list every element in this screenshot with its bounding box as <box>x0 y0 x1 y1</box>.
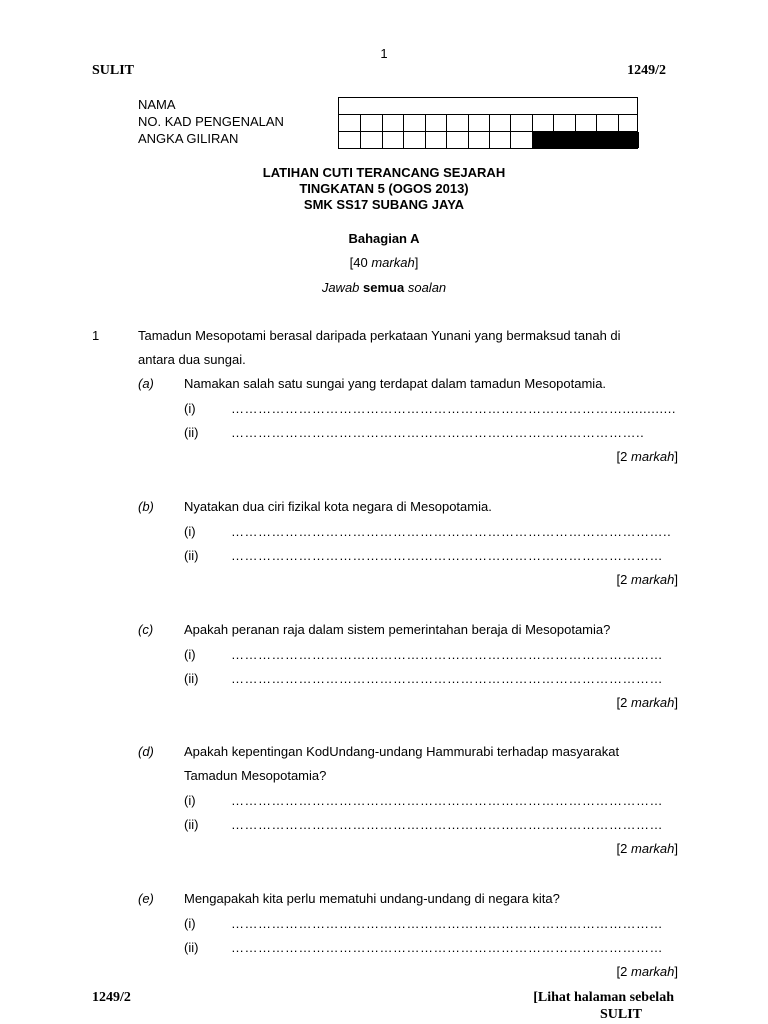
grid-cell[interactable] <box>618 115 639 131</box>
answer-line[interactable]: ……………………………………………………………………………….. <box>231 425 645 440</box>
question-stem-line1: Tamadun Mesopotami berasal daripada perkataan Yunani yang bermaksud tanah di <box>138 328 621 343</box>
part-marks: [2 markah] <box>616 841 678 856</box>
grid-cell[interactable] <box>425 132 446 148</box>
ic-number-grid[interactable] <box>338 114 638 132</box>
header-paper-code: 1249/2 <box>627 63 666 78</box>
page-number: 1 <box>380 46 388 61</box>
name-label: NAMA <box>138 97 176 112</box>
answer-line[interactable]: …………………………………………………………………………………… <box>231 548 663 563</box>
section-title: Bahagian A <box>348 231 420 246</box>
grid-cell[interactable] <box>618 132 639 148</box>
grid-cell[interactable] <box>532 132 553 148</box>
answer-label: (ii) <box>184 425 199 440</box>
answer-line[interactable]: …………………………………………………………………………………… <box>231 671 663 686</box>
index-number-grid[interactable] <box>338 131 638 149</box>
part-question-text: Mengapakah kita perlu mematuhi undang-undang di negara kita? <box>184 891 560 906</box>
grid-cell[interactable] <box>596 132 617 148</box>
doc-title-line1: LATIHAN CUTI TERANCANG SEJARAH <box>262 165 506 180</box>
footer-classification: SULIT <box>599 1007 642 1022</box>
answer-label: (ii) <box>184 940 199 955</box>
grid-cell[interactable] <box>446 132 467 148</box>
name-field[interactable] <box>338 97 638 115</box>
header-classification: SULIT <box>92 63 135 78</box>
answer-label: (i) <box>184 647 196 662</box>
index-label: ANGKA GILIRAN <box>138 131 239 146</box>
part-question-text: Apakah peranan raja dalam sistem pemerintahan beraja di Mesopotamia? <box>184 622 611 637</box>
answer-line[interactable]: ……………………………………………………………………………............. <box>231 401 676 416</box>
footer-paper-code: 1249/2 <box>92 990 131 1005</box>
grid-cell[interactable] <box>468 115 489 131</box>
grid-cell[interactable] <box>382 132 403 148</box>
grid-cell[interactable] <box>360 115 381 131</box>
grid-cell[interactable] <box>575 132 596 148</box>
grid-cell[interactable] <box>339 115 360 131</box>
answer-label: (i) <box>184 524 196 539</box>
grid-cell[interactable] <box>510 115 531 131</box>
grid-cell[interactable] <box>553 132 574 148</box>
grid-cell[interactable] <box>425 115 446 131</box>
answer-label: (ii) <box>184 817 199 832</box>
grid-cell[interactable] <box>489 115 510 131</box>
part-label: (e) <box>138 891 154 906</box>
footer-next-page: [Lihat halaman sebelah <box>533 990 674 1005</box>
section-marks: [40 markah] <box>349 255 419 270</box>
section-instruction: Jawab semua soalan <box>321 280 447 295</box>
grid-cell[interactable] <box>446 115 467 131</box>
answer-label: (i) <box>184 916 196 931</box>
grid-cell[interactable] <box>575 115 596 131</box>
part-label: (c) <box>138 622 154 637</box>
grid-cell[interactable] <box>468 132 489 148</box>
part-label: (b) <box>138 499 154 514</box>
doc-title-line2: TINGKATAN 5 (OGOS 2013) <box>299 181 469 196</box>
part-marks: [2 markah] <box>616 695 678 710</box>
answer-label: (ii) <box>184 671 199 686</box>
answer-line[interactable]: …………………………………………………………………………………… <box>231 940 663 955</box>
grid-cell[interactable] <box>339 132 360 148</box>
answer-line[interactable]: …………………………………………………………………………………….. <box>231 524 672 539</box>
part-marks: [2 markah] <box>616 572 678 587</box>
grid-cell[interactable] <box>553 115 574 131</box>
part-label: (d) <box>138 744 154 759</box>
part-question-text: Apakah kepentingan KodUndang-undang Hammurabi terhadap masyarakat <box>184 744 620 759</box>
grid-cell[interactable] <box>596 115 617 131</box>
part-question-text: Nyatakan dua ciri fizikal kota negara di Mesopotamia. <box>184 499 492 514</box>
grid-cell[interactable] <box>382 115 403 131</box>
answer-label: (i) <box>184 793 196 808</box>
part-question-text: Tamadun Mesopotamia? <box>184 768 327 783</box>
answer-line[interactable]: …………………………………………………………………………………… <box>231 647 663 662</box>
ic-label: NO. KAD PENGENALAN <box>138 114 284 129</box>
grid-cell[interactable] <box>403 132 424 148</box>
answer-label: (ii) <box>184 548 199 563</box>
answer-line[interactable]: …………………………………………………………………………………… <box>231 817 663 832</box>
part-label: (a) <box>138 376 154 391</box>
grid-cell[interactable] <box>403 115 424 131</box>
grid-cell[interactable] <box>510 132 531 148</box>
grid-cell[interactable] <box>532 115 553 131</box>
part-marks: [2 markah] <box>616 449 678 464</box>
grid-cell[interactable] <box>360 132 381 148</box>
answer-label: (i) <box>184 401 196 416</box>
question-number: 1 <box>92 328 100 343</box>
grid-cell[interactable] <box>489 132 510 148</box>
answer-line[interactable]: …………………………………………………………………………………… <box>231 916 663 931</box>
part-marks: [2 markah] <box>616 964 678 979</box>
question-stem-line2: antara dua sungai. <box>138 352 246 367</box>
part-question-text: Namakan salah satu sungai yang terdapat dalam tamadun Mesopotamia. <box>184 376 607 391</box>
answer-line[interactable]: …………………………………………………………………………………… <box>231 793 663 808</box>
doc-title-line3: SMK SS17 SUBANG JAYA <box>303 197 465 212</box>
